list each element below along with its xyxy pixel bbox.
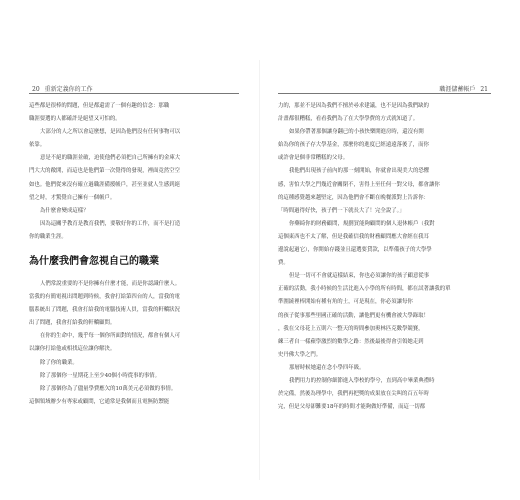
body-line: 的孩子從事那些里國正確的活動，讓他們更有機會被大學錄取！ — [278, 312, 429, 319]
body-line: 你的職業生涯。 — [29, 233, 67, 240]
body-line: 這個東西也不太了解，但是我確信我的財務顧問應大會經在我耳 — [278, 233, 429, 240]
body-line: 大部分的人之所以會這麼想，是因為他們沒有任何事物可以 — [40, 129, 181, 136]
right-page — [260, 0, 520, 500]
body-line: 正確的活動，我小時候的生活比進入小學的所有時間，都在試著讓我的單 — [278, 286, 451, 293]
body-line: 意是不絕的職涯並破，迫使他們必須把自己所擁有的金庫大 — [40, 155, 181, 162]
body-line: 以讓你打給他或相找這位讓你解決。 — [29, 346, 116, 353]
body-line: 門大大的敞開，而這也是他們第一次覺得的發現，裡面竟然空空 — [29, 168, 180, 175]
body-line: 感，害怕大學之門幾近會關閉不，害得上至任何一對父母，都會讓你 — [278, 181, 440, 188]
body-line: 人們常說重要的不是你擁有什麼才能，而是你認識什麼人。 — [40, 281, 181, 287]
right-running-header — [439, 84, 491, 93]
right-header-rule — [278, 93, 491, 94]
body-line: 依靠。 — [29, 142, 46, 149]
left-body-bottom — [29, 278, 237, 409]
body-line: 但是一切可不會就這樣結束，你也必須讓你的孩子顧意從事 — [289, 273, 430, 280]
body-line: 如果你帶著那個讓身翻已的小孩快樂開進房時，還沒有開 — [289, 129, 424, 136]
body-line: 因為這關乎教育是教育我們，要敬好你的工作，而不是打造 — [40, 220, 181, 227]
body-line: 為什麼會變成這樣？ — [40, 207, 89, 214]
left-body-top — [29, 100, 237, 244]
body-line: 「時間過得好快，孩子們一下就長大了！完全說了。」 — [278, 207, 405, 214]
left-header-rule — [29, 93, 239, 94]
body-line: 費。 — [278, 260, 289, 267]
body-line: ，我在父母花上五則六一整天的時間參加奧林匹克數學競賽， — [278, 325, 424, 332]
body-line: 除了你的職業。 — [40, 359, 78, 366]
body-line: 的這種感覺越來越堅定，因為他們會不斷在晚餐派對上告訴你： — [278, 194, 429, 201]
body-line: 邊說起過它），你開始存錢並且還選要貸款，以準備孩子的大學學 — [278, 247, 432, 254]
body-line: 除了那個你一星期花上至少40個小時從事的事情。 — [40, 372, 161, 379]
left-page-number: 20 — [32, 86, 40, 93]
body-line: 準圍繞裡棒開始有種有角的土，可是現在，你必須讓每你 — [278, 299, 413, 306]
body-line: 這個領域辦少有專家或顧問，它通常是我個而且電無防禦能 — [29, 398, 170, 405]
body-line: 望之時，才驚覺自己擁有一個帳戶。 — [29, 194, 116, 201]
body-line: 計畫都很糟糕，看看我們為了在大學學費的方式就知道了。 — [278, 116, 419, 123]
body-line: 職涯要選的人都確許是絕望又可怕的。 — [29, 116, 121, 123]
body-line: 我他們出現孩子前內的那一刻開始，你就會出現美大的恐懼 — [289, 168, 430, 175]
body-line: 練三者自一樣蘋學激烈的數學之路：然後最後得會引領她走到 — [278, 338, 424, 345]
body-line: 你藥綺你的財務顧問，規劃買能夠顧問的個人退休帳戶（我對 — [289, 220, 435, 227]
body-line: 腦系統出了問題，我會打給我的電腦技術人員，當我的軒轎狀況 — [29, 307, 180, 314]
body-line: 史丹佛大學之門。 — [278, 351, 322, 358]
left-running-header — [29, 84, 93, 93]
left-running-title: 重新定義你的工作 — [44, 86, 93, 93]
body-line: 那層時候她還在念小學四年級。 — [289, 364, 365, 371]
body-line: 這些都是很棒的問題，但是都還需了一個有趣的信念：那職 — [29, 103, 170, 109]
body-line: 我們用力的控制你細節進入學校的學兮，直到高中畢業典禮時 — [289, 377, 435, 384]
body-line: 或許會是個非常糟糕的父母。 — [278, 155, 349, 162]
body-line: 於完備，然後為理學中，我們再把獎的成果放在尖叫的百五年時 — [278, 391, 429, 398]
body-line: 在你的生命中，幾乎每一個你所面對的情況，都會有個人可 — [40, 333, 181, 340]
section-heading: 為什麼我們會忽視自己的職業 — [29, 256, 159, 267]
right-running-title: 職涯儲蓄帳戶 — [439, 86, 476, 93]
body-line: 完，但是父母卻難要18年的時間才能夠做好準備，而這一切都 — [278, 404, 426, 411]
body-line: 出了問題，我會打給我的軒轎顧問。 — [29, 320, 116, 327]
right-page-number: 21 — [480, 86, 488, 93]
right-body — [278, 100, 491, 414]
body-line: 當我的有簡電視出問題到時候，我會打給第四台的人，當我的電 — [29, 294, 180, 301]
body-line: 始為你的孩子存大學基金，那麼你的進度已經遠遠落後了，而你 — [278, 142, 429, 149]
body-line: 除了那個你為了儘量學費應欠的10萬美元必須做的事情。 — [40, 385, 177, 392]
body-line: 力的，那並不是因為我們不擅於尋求建議，也不是因為我們缺的 — [278, 103, 429, 109]
body-line: 如也。他們從來沒有確立過職涯備援帳戶，甚至並就人生感到絕 — [29, 181, 180, 188]
